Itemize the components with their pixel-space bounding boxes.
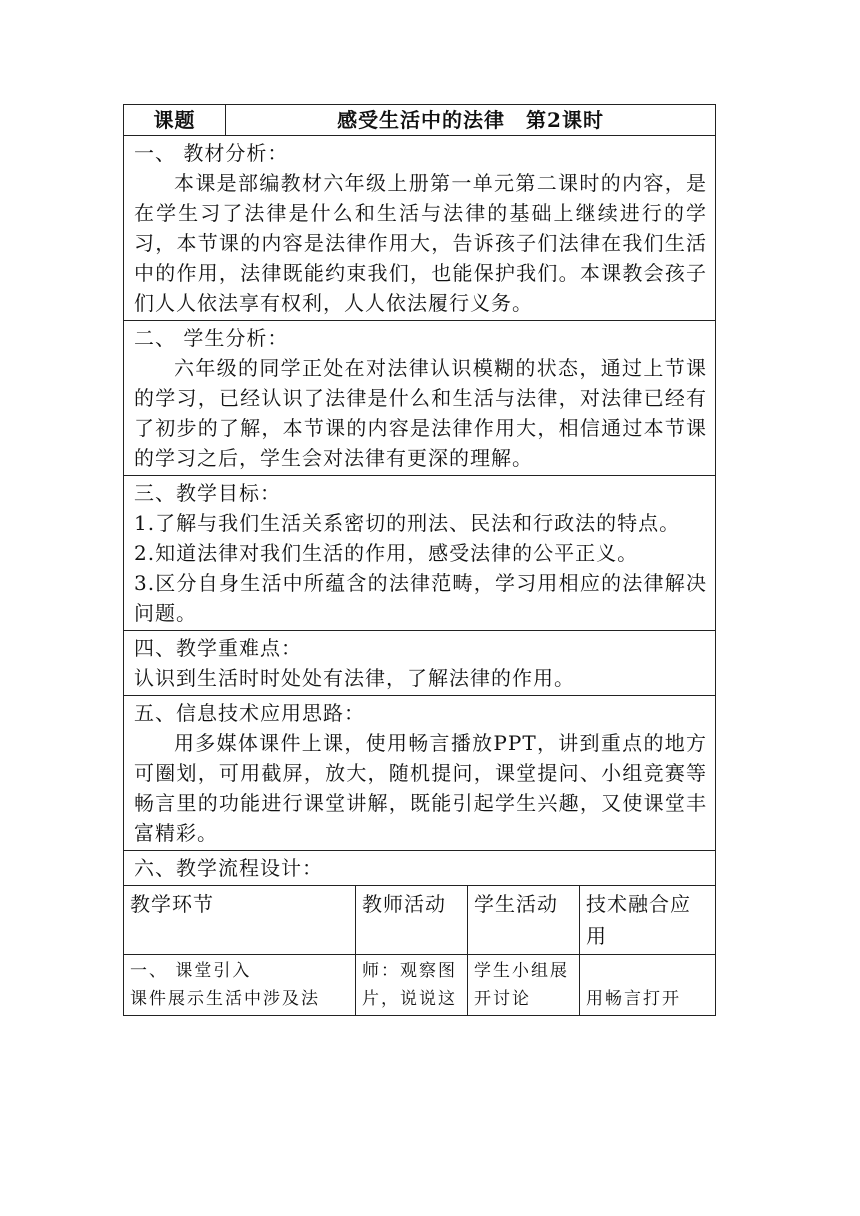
- section-flow-design: [124, 851, 716, 886]
- section-teaching-goals: [124, 476, 716, 631]
- lesson-title: 感受生活中的法律 第2课时: [226, 105, 716, 136]
- section-heading: 三、教学目标：: [134, 481, 281, 505]
- flow-row: [124, 955, 716, 1016]
- section-textbook-analysis: [124, 136, 716, 321]
- section-body: 认识到生活时时处处有法律，了解法律的作用。: [134, 666, 575, 690]
- section-key-points: [124, 631, 716, 696]
- goal-item: 3.区分自身生活中所蕴含的法律范畴，学习用相应的法律解决问题。: [134, 571, 708, 625]
- goal-item: 1.了解与我们生活关系密切的刑法、民法和行政法的特点。: [134, 511, 681, 535]
- section-heading: 六、教学流程设计：: [134, 856, 323, 880]
- tech-application: 用畅言打开: [580, 955, 716, 1016]
- section-heading: 四、教学重难点：: [134, 636, 302, 660]
- section-it-application: [124, 696, 716, 851]
- topic-label: 课题: [124, 105, 226, 136]
- student-activity: 学生小组展开讨论: [468, 955, 580, 1016]
- section-body: 本课是部编教材六年级上册第一单元第二课时的内容，是在学生习了法律是什么和生活与法律的基础上继续进行的学习，本节课的内容是法律作用大，告诉孩子们法律在我们生活中的作用，法律既能约束我们，也能保护我们。本课教会孩子们人人依法享有权利，人人依法履行义务。: [134, 171, 708, 315]
- header-row: [124, 105, 716, 136]
- stage-desc: 课件展示生活中涉及法: [130, 989, 320, 1009]
- col-tech: 技术融合应用: [580, 886, 716, 955]
- section-heading: 二、 学生分析：: [134, 326, 289, 350]
- section-body: 用多媒体课件上课，使用畅言播放PPT，讲到重点的地方可圈划，可用截屏，放大，随机提问，课堂提问、小组竞赛等畅言里的功能进行课堂讲解，既能引起学生兴趣，又使课堂丰富精彩。: [134, 731, 708, 845]
- stage-title: 一、 课堂引入: [130, 961, 252, 981]
- col-teacher: 教师活动: [356, 886, 468, 955]
- col-stage: 教学环节: [124, 886, 356, 955]
- section-body: 六年级的同学正处在对法律认识模糊的状态，通过上节课的学习，已经认识了法律是什么和生活与法律，对法律已经有了初步的了解，本节课的内容是法律作用大，相信通过本节课的学习之后，学生会对法律有更深的理解。: [134, 356, 708, 470]
- teacher-activity: 师：观察图片，说说这: [356, 955, 468, 1016]
- section-student-analysis: [124, 321, 716, 476]
- section-heading: 五、信息技术应用思路：: [134, 701, 365, 725]
- section-heading: 一、 教材分析：: [134, 141, 289, 165]
- flow-header-row: [124, 886, 716, 955]
- lesson-plan-table: [123, 104, 716, 1016]
- lesson-plan-document: [123, 104, 715, 1016]
- goal-item: 2.知道法律对我们生活的作用，感受法律的公平正义。: [134, 541, 639, 565]
- col-student: 学生活动: [468, 886, 580, 955]
